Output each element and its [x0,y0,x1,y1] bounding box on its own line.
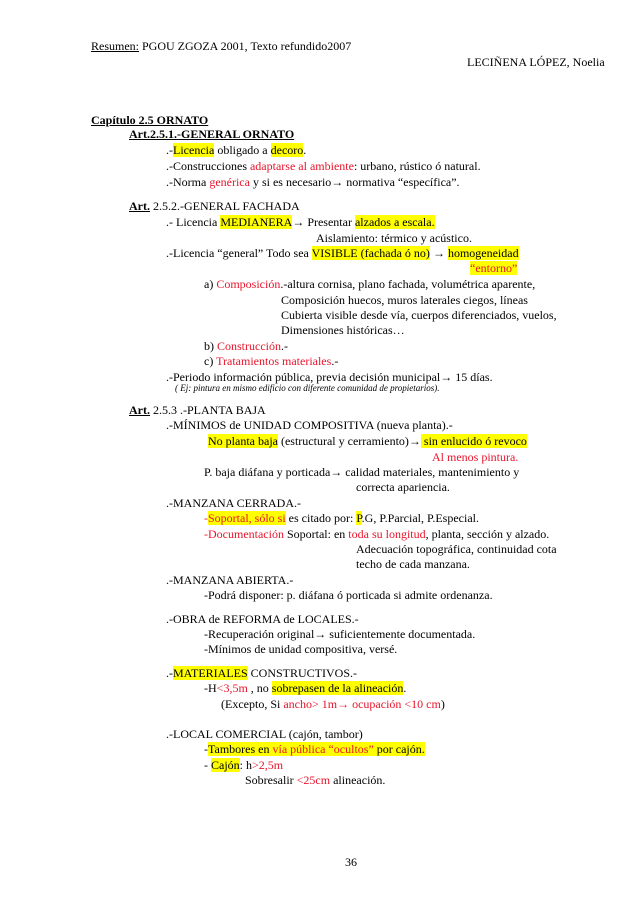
highlight-span: “entorno” [470,261,518,275]
article-heading-text: Art. [129,199,150,213]
text-line: Aislamiento: térmico y acústico. [316,231,472,245]
red-span: ancho> 1m [283,697,338,711]
text-line: techo de cada manzana. [356,557,470,571]
text-line: Dimensiones históricas… [281,323,405,337]
text-line [166,666,357,680]
text-span: c) [204,354,217,368]
page-number: 36 [345,855,357,869]
text-line: .-OBRA de REFORMA de LOCALES.- [166,612,359,626]
text-span: CONSTRUCTIVOS.- [247,666,358,680]
text-line: Cubierta visible desde vía, cuerpos diferenciados, vuelos, [281,308,557,322]
article-heading [129,199,300,213]
article-heading [129,127,294,141]
text-span: 15 días. [452,370,493,384]
text-span: - [204,758,211,772]
red-span: Tratamientos materiales [216,354,332,368]
text-line [204,627,475,641]
text-span: b) [204,339,217,353]
text-line [204,758,283,772]
text-span: alineación. [330,773,386,787]
article-heading-text: 2.5.2.-GENERAL FACHADA [150,199,300,213]
highlight-span: VISIBLE (fachada ó no) [311,246,430,260]
text-span: .- [331,354,339,368]
text-span: .- [166,143,173,157]
text-span: -H [204,681,217,695]
arrow-icon: → [408,434,421,448]
text-span: (estructural y cerramiento) [277,434,409,448]
red-span: <3,5m [216,681,248,695]
red-span: Construcción [217,339,281,353]
text-span: y si es necesario [249,175,332,189]
arrow-icon: → [292,215,305,229]
text-span: -Recuperación original [204,627,315,641]
text-span: Sobresalir [245,773,297,787]
red-span: adaptarse al ambiente [249,159,354,173]
text-span: .- [166,666,173,680]
text-span: a) [204,277,217,291]
text-line [470,261,517,275]
red-span: Composición [216,277,281,291]
highlight-span: P [356,511,362,525]
text-line [166,215,435,229]
text-span: ) [440,697,445,711]
text-line [166,143,306,157]
text-span: es citado por: [285,511,357,525]
red-span: genérica [209,175,250,189]
text-line: Composición huecos, muros laterales ciegos, líneas [281,293,528,307]
text-line [204,527,549,541]
arrow-icon: → [440,370,453,384]
text-line: .-MANZANA ABIERTA.- [166,573,294,587]
text-line [204,465,519,479]
text-span: normativa “específica”. [343,175,460,189]
highlight-span: MEDIANERA [220,215,293,229]
highlight-span: homogeneidad [447,246,519,260]
highlight-span: alzados a escala. [354,215,435,229]
red-span: toda su longitud [348,527,426,541]
text-span: obligado a [214,143,271,157]
text-line [166,175,460,189]
arrow-icon: → [330,465,343,479]
text-line [208,434,527,448]
red-span: - [204,511,208,525]
text-line [166,159,481,173]
italic-note: ( Ej: pintura en mismo edificio con diferente comunidad de propietarios). [175,383,440,393]
highlight-span: Licencia [173,143,215,157]
article-heading-text: Art.2.5.1.-GENERAL ORNATO [129,127,295,141]
red-span: >2,5m [252,758,284,772]
arrow-icon: → [331,175,344,189]
text-span: .-Periodo información pública, previa decisión municipal [166,370,441,384]
text-span: .-Licencia “general” Todo sea [166,246,312,260]
highlight-span: Cajón [211,758,240,772]
text-span: , planta, sección y alzado. [425,527,550,541]
article-heading-text: 2.5.3 .-PLANTA BAJA [150,403,266,417]
text-line: Al menos pintura. [432,450,519,464]
highlight-span: Soportal, sólo si [208,511,286,525]
arrow-icon: → [432,246,445,260]
text-span: .- [281,339,288,353]
article-heading [129,403,266,417]
text-line: -Podrá disponer: p. diáfana ó porticada si admite ordenanza. [204,588,493,602]
highlight-span: sobrepasen de la alineación [271,681,404,695]
arrow-icon: → [337,697,350,711]
text-span: , no [247,681,272,695]
text-span: : urbano, rústico ó natural. [353,159,481,173]
text-line [221,697,445,711]
text-span: .G, P.Parcial, P.Especial. [361,511,479,525]
text-span: - [204,742,208,756]
text-span: P. baja diáfana y porticada [204,465,331,479]
arrow-icon: → [314,627,327,641]
red-span: ocupación <10 cm [349,697,441,711]
text-line: -Mínimos de unidad compositiva, versé. [204,642,398,656]
text-span: : h [239,758,253,772]
highlight-span: vía pública “ocultos” [272,742,374,756]
text-line [204,354,338,368]
text-span: suficientemente documentada. [326,627,476,641]
highlight-span: MATERIALES [173,666,248,680]
highlight-span: sin enlucido ó revoco [420,434,527,448]
text-span: calidad materiales, mantenimiento y [342,465,520,479]
highlight-span: decoro [270,143,304,157]
text-line [204,339,288,353]
highlight-span: por cajón. [373,742,425,756]
text-line [204,511,479,525]
header-author: LECIÑENA LÓPEZ, Noelia [467,55,605,69]
chapter-title: Capítulo 2.5 ORNATO [91,113,209,127]
text-line [204,742,425,756]
text-line [204,681,406,695]
header-label: Resumen: [91,39,139,53]
highlight-span: Tambores en [208,742,273,756]
text-line [166,246,519,260]
text-line: .-MÍNIMOS de UNIDAD COMPOSITIVA (nueva planta).- [166,418,453,432]
text-line [204,277,535,291]
document-header [91,39,351,53]
text-line: correcta apariencia. [356,480,450,494]
red-span: -Documentación [204,527,284,541]
article-heading-text: Art. [129,403,150,417]
text-span: Presentar [304,215,355,229]
text-span: . [403,681,407,695]
text-span: Soportal: en [283,527,349,541]
header-title: PGOU ZGOZA 2001, Texto refundido2007 [139,39,352,53]
text-span: .-Norma [166,175,210,189]
text-line: .-MANZANA CERRADA.- [166,496,301,510]
text-line: Adecuación topográfica, continuidad cota [356,542,557,556]
text-span: .- Licencia [166,215,221,229]
highlight-span: No planta baja [208,434,278,448]
text-span: .-altura cornisa, plano fachada, volumétrica aparente, [280,277,536,291]
text-line: .-LOCAL COMERCIAL (cajón, tambor) [166,727,363,741]
text-span: . [303,143,307,157]
text-span: .-Construcciones [166,159,250,173]
red-span: <25cm [296,773,331,787]
text-line [245,773,385,787]
text-span: (Excepto, Si [221,697,284,711]
